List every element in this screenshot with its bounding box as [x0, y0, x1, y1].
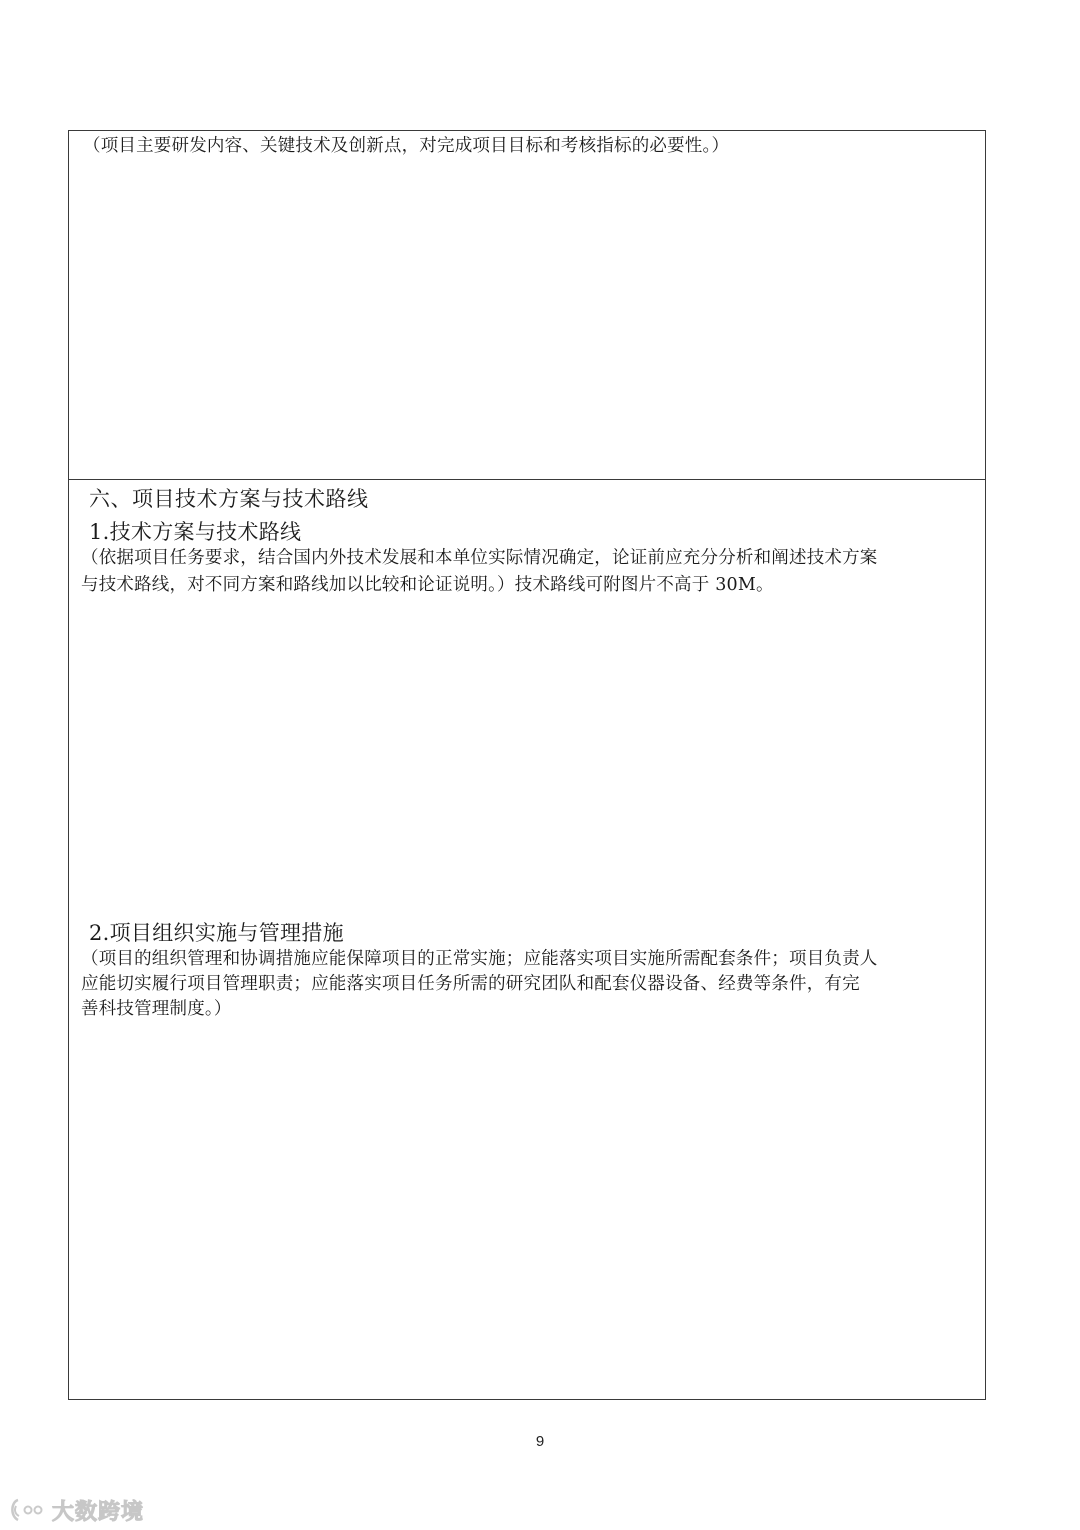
- watermark: [8, 1490, 144, 1530]
- part2-title: 2.项目组织实施与管理措施: [89, 921, 344, 945]
- part2-note-line1: （项目的组织管理和协调措施应能保障项目的正常实施；应能落实项目实施所需配套条件；项目负责人: [81, 949, 878, 969]
- page-number: 9: [535, 1433, 545, 1450]
- form-table: [68, 130, 986, 1400]
- part1-note-line2: 与技术路线，对不同方案和路线加以比较和论证说明。）技术路线可附图片不高于 30M。: [81, 575, 774, 595]
- section6-title: 六、项目技术方案与技术路线: [89, 487, 369, 511]
- part2-note-line3: 善科技管理制度。）: [81, 999, 232, 1019]
- part2-note-line2: 应能切实履行项目管理职责；应能落实项目任务所需的研究团队和配套仪器设备、经费等条件，有完: [81, 974, 860, 994]
- section5-note: （项目主要研发内容、关键技术及创新点，对完成项目目标和考核指标的必要性。）: [83, 136, 730, 156]
- row-divider: [69, 479, 985, 480]
- watermark-text: 大数跨境: [52, 1499, 145, 1525]
- watermark-logo-icon: [8, 1496, 48, 1524]
- part1-title: 1.技术方案与技术路线: [89, 520, 302, 544]
- part1-note-line1: （依据项目任务要求，结合国内外技术发展和本单位实际情况确定，论证前应充分分析和阐述技术方案: [81, 548, 878, 568]
